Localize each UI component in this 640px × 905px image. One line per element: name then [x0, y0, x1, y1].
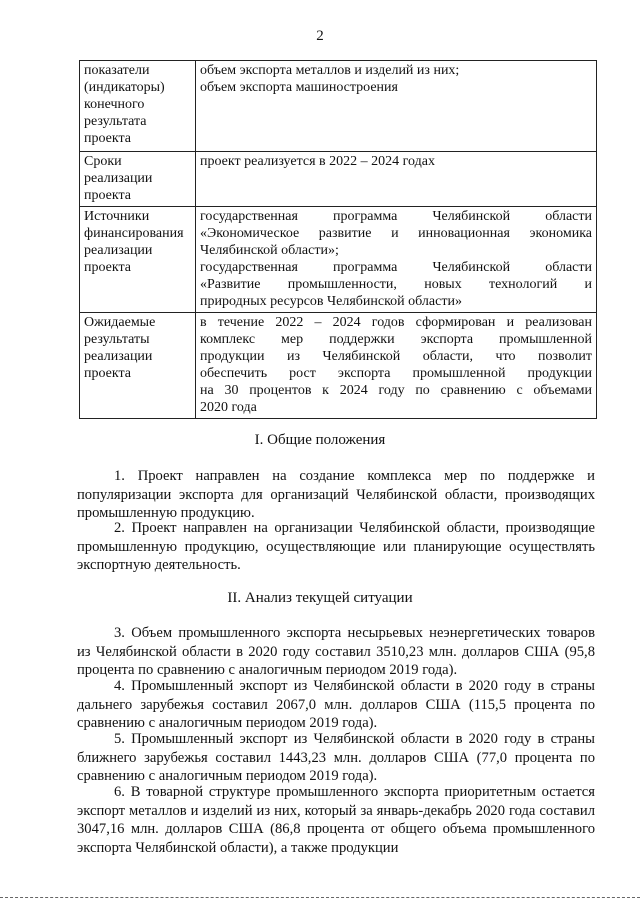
value-line: обеспечить рост экспорта промышленной продукции: [200, 366, 592, 381]
value-line: объем экспорта металлов и изделий из них;: [200, 63, 460, 78]
label-line: проекта: [84, 366, 131, 381]
label-line: финансирования: [84, 226, 184, 241]
value-line: государственная программа Челябинской области: [200, 209, 592, 224]
table-row: [80, 313, 597, 419]
row-value: [196, 61, 597, 152]
value-line: 2020 года: [200, 400, 257, 415]
label-line: реализации: [84, 243, 153, 258]
table-row: [80, 152, 597, 207]
row-label: [80, 152, 196, 207]
label-line: конечного: [84, 97, 145, 112]
value-line: «Экономическое развитие и инновационная экономика: [200, 226, 592, 241]
value-line: в течение 2022 – 2024 годов сформирован и реализован: [200, 315, 592, 330]
label-line: проекта: [84, 188, 131, 203]
value-line: продукции из Челябинской области, что позволит: [200, 349, 592, 364]
project-passport-table: [79, 60, 597, 419]
table-row: [80, 61, 597, 152]
label-line: Сроки: [84, 154, 122, 169]
value-line: Челябинской области»;: [200, 243, 339, 258]
value-line: объем экспорта машиностроения: [200, 80, 398, 95]
section-2-heading: II. Анализ текущей ситуации: [227, 590, 413, 606]
row-value: [196, 313, 597, 419]
row-label: [80, 61, 196, 152]
label-line: (индикаторы): [84, 80, 165, 95]
table-row: [80, 207, 597, 313]
row-value: [196, 152, 597, 207]
paragraph: 1. Проект направлен на создание комплекса мер по поддержке и популяризации экспорта для организаций Челябинской области, производящих промышленную продукцию.: [77, 468, 595, 521]
label-line: результаты: [84, 332, 150, 347]
page-bottom-edge: [0, 897, 640, 898]
row-label: [80, 207, 196, 313]
label-line: реализации: [84, 349, 153, 364]
value-line: комплекс мер поддержки экспорта промышленной: [200, 332, 592, 347]
page-number: 2: [316, 28, 324, 44]
value-line: проект реализуется в 2022 – 2024 годах: [200, 154, 435, 169]
paragraph: 6. В товарной структуре промышленного экспорта приоритетным остается экспорт металлов и изделий из них, который за январь-декабрь 2020 года составил 3047,16 млн. долларов США (86,8 процента от общего объема промышленного экспорта Челябинской области), а также продукции: [77, 784, 595, 856]
label-line: результата: [84, 114, 147, 129]
paragraph: 5. Промышленный экспорт из Челябинской области в 2020 году в страны ближнего зарубежья составил 1443,23 млн. долларов США (77,0 процента по сравнению с аналогичным периодом 2019 года).: [77, 731, 595, 784]
label-line: Ожидаемые: [84, 315, 156, 330]
paragraph: 4. Промышленный экспорт из Челябинской области в 2020 году в страны дальнего зарубежья составил 2067,0 млн. долларов США (115,5 процента по сравнению с аналогичным периодом 2019 года).: [77, 678, 595, 731]
row-label: [80, 313, 196, 419]
label-line: проекта: [84, 131, 131, 146]
section-1-heading: I. Общие положения: [254, 432, 386, 448]
paragraph: 3. Объем промышленного экспорта несырьевых неэнергетических товаров из Челябинской области в 2020 году составил 3510,23 млн. долларов США (95,8 процента по сравнению с аналогичным периодом 2019 года).: [77, 625, 595, 678]
value-line: «Развитие промышленности, новых технологий и: [200, 277, 592, 292]
value-line: природных ресурсов Челябинской области»: [200, 294, 462, 309]
value-line: государственная программа Челябинской области: [200, 260, 592, 275]
label-line: проекта: [84, 260, 131, 275]
row-value: [196, 207, 597, 313]
label-line: реализации: [84, 171, 153, 186]
value-line: на 30 процентов к 2024 году по сравнению с объемами: [200, 383, 592, 398]
label-line: показатели: [84, 63, 150, 78]
paragraph: 2. Проект направлен на организации Челябинской области, производящие промышленную продукцию, осуществляющие или планирующие осуществлять экспортную деятельность.: [77, 520, 595, 573]
label-line: Источники: [84, 209, 150, 224]
